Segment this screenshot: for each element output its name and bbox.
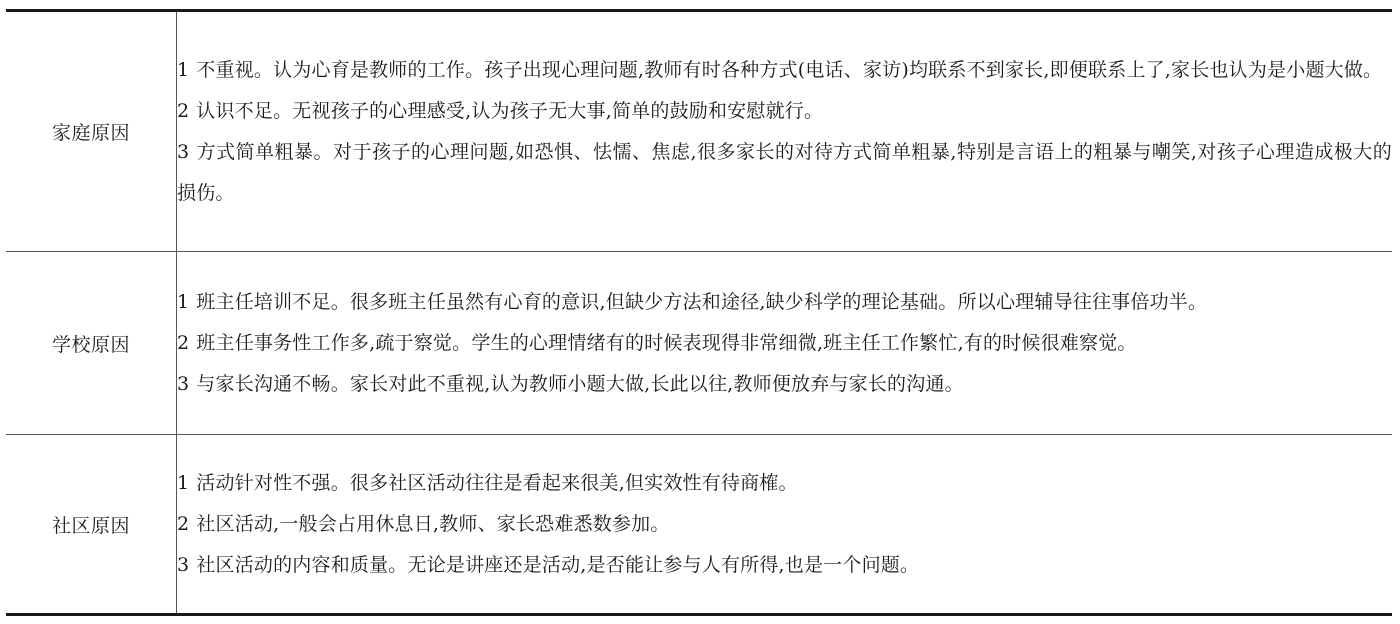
reasons-cell — [177, 435, 1393, 615]
item-number: 1 — [177, 290, 190, 313]
table-row-school — [6, 252, 1392, 435]
reason-item — [177, 91, 1392, 132]
item-number: 3 — [177, 140, 190, 163]
item-number: 2 — [177, 512, 190, 535]
item-number: 2 — [177, 99, 190, 122]
item-number: 2 — [177, 331, 190, 354]
category-cell: 社区原因 — [6, 435, 177, 615]
category-cell: 家庭原因 — [6, 11, 177, 252]
reason-item — [177, 364, 1392, 405]
reasons-table — [6, 9, 1392, 616]
reason-item — [177, 50, 1392, 91]
item-text: 方式简单粗暴。对于孩子的心理问题,如恐惧、怯懦、焦虑,很多家长的对待方式简单粗暴,特别是言语上的粗暴与嘲笑,对孩子心理造成极大的损伤。 — [177, 140, 1392, 204]
reason-item — [177, 545, 1392, 586]
reason-item — [177, 504, 1392, 545]
item-text: 班主任培训不足。很多班主任虽然有心育的意识,但缺少方法和途径,缺少科学的理论基础。所以心理辅导往往事倍功半。 — [196, 290, 1208, 313]
item-text: 与家长沟通不畅。家长对此不重视,认为教师小题大做,长此以往,教师便放弃与家长的沟通。 — [196, 372, 964, 395]
item-text: 班主任事务性工作多,疏于察觉。学生的心理情绪有的时候表现得非常细微,班主任工作繁忙,有的时候很难察觉。 — [196, 331, 1137, 354]
item-text: 认识不足。无视孩子的心理感受,认为孩子无大事,简单的鼓励和安慰就行。 — [196, 99, 824, 122]
item-text: 活动针对性不强。很多社区活动往往是看起来很美,但实效性有待商榷。 — [196, 471, 798, 494]
item-text: 不重视。认为心育是教师的工作。孩子出现心理问题,教师有时各种方式(电话、家访)均联系不到家长,即便联系上了,家长也认为是小题大做。 — [196, 58, 1383, 81]
item-number: 3 — [177, 372, 190, 395]
item-text: 社区活动的内容和质量。无论是讲座还是活动,是否能让参与人有所得,也是一个问题。 — [196, 553, 920, 576]
item-number: 1 — [177, 58, 190, 81]
table-row-family — [6, 11, 1392, 252]
item-text: 社区活动,一般会占用休息日,教师、家长恐难悉数参加。 — [196, 512, 670, 535]
reasons-cell — [177, 252, 1393, 435]
category-cell: 学校原因 — [6, 252, 177, 435]
reasons-cell — [177, 11, 1393, 252]
reason-item — [177, 132, 1392, 214]
reason-item — [177, 282, 1392, 323]
reason-item — [177, 463, 1392, 504]
reason-item — [177, 323, 1392, 364]
item-number: 3 — [177, 553, 190, 576]
item-number: 1 — [177, 471, 190, 494]
table-row-community — [6, 435, 1392, 615]
